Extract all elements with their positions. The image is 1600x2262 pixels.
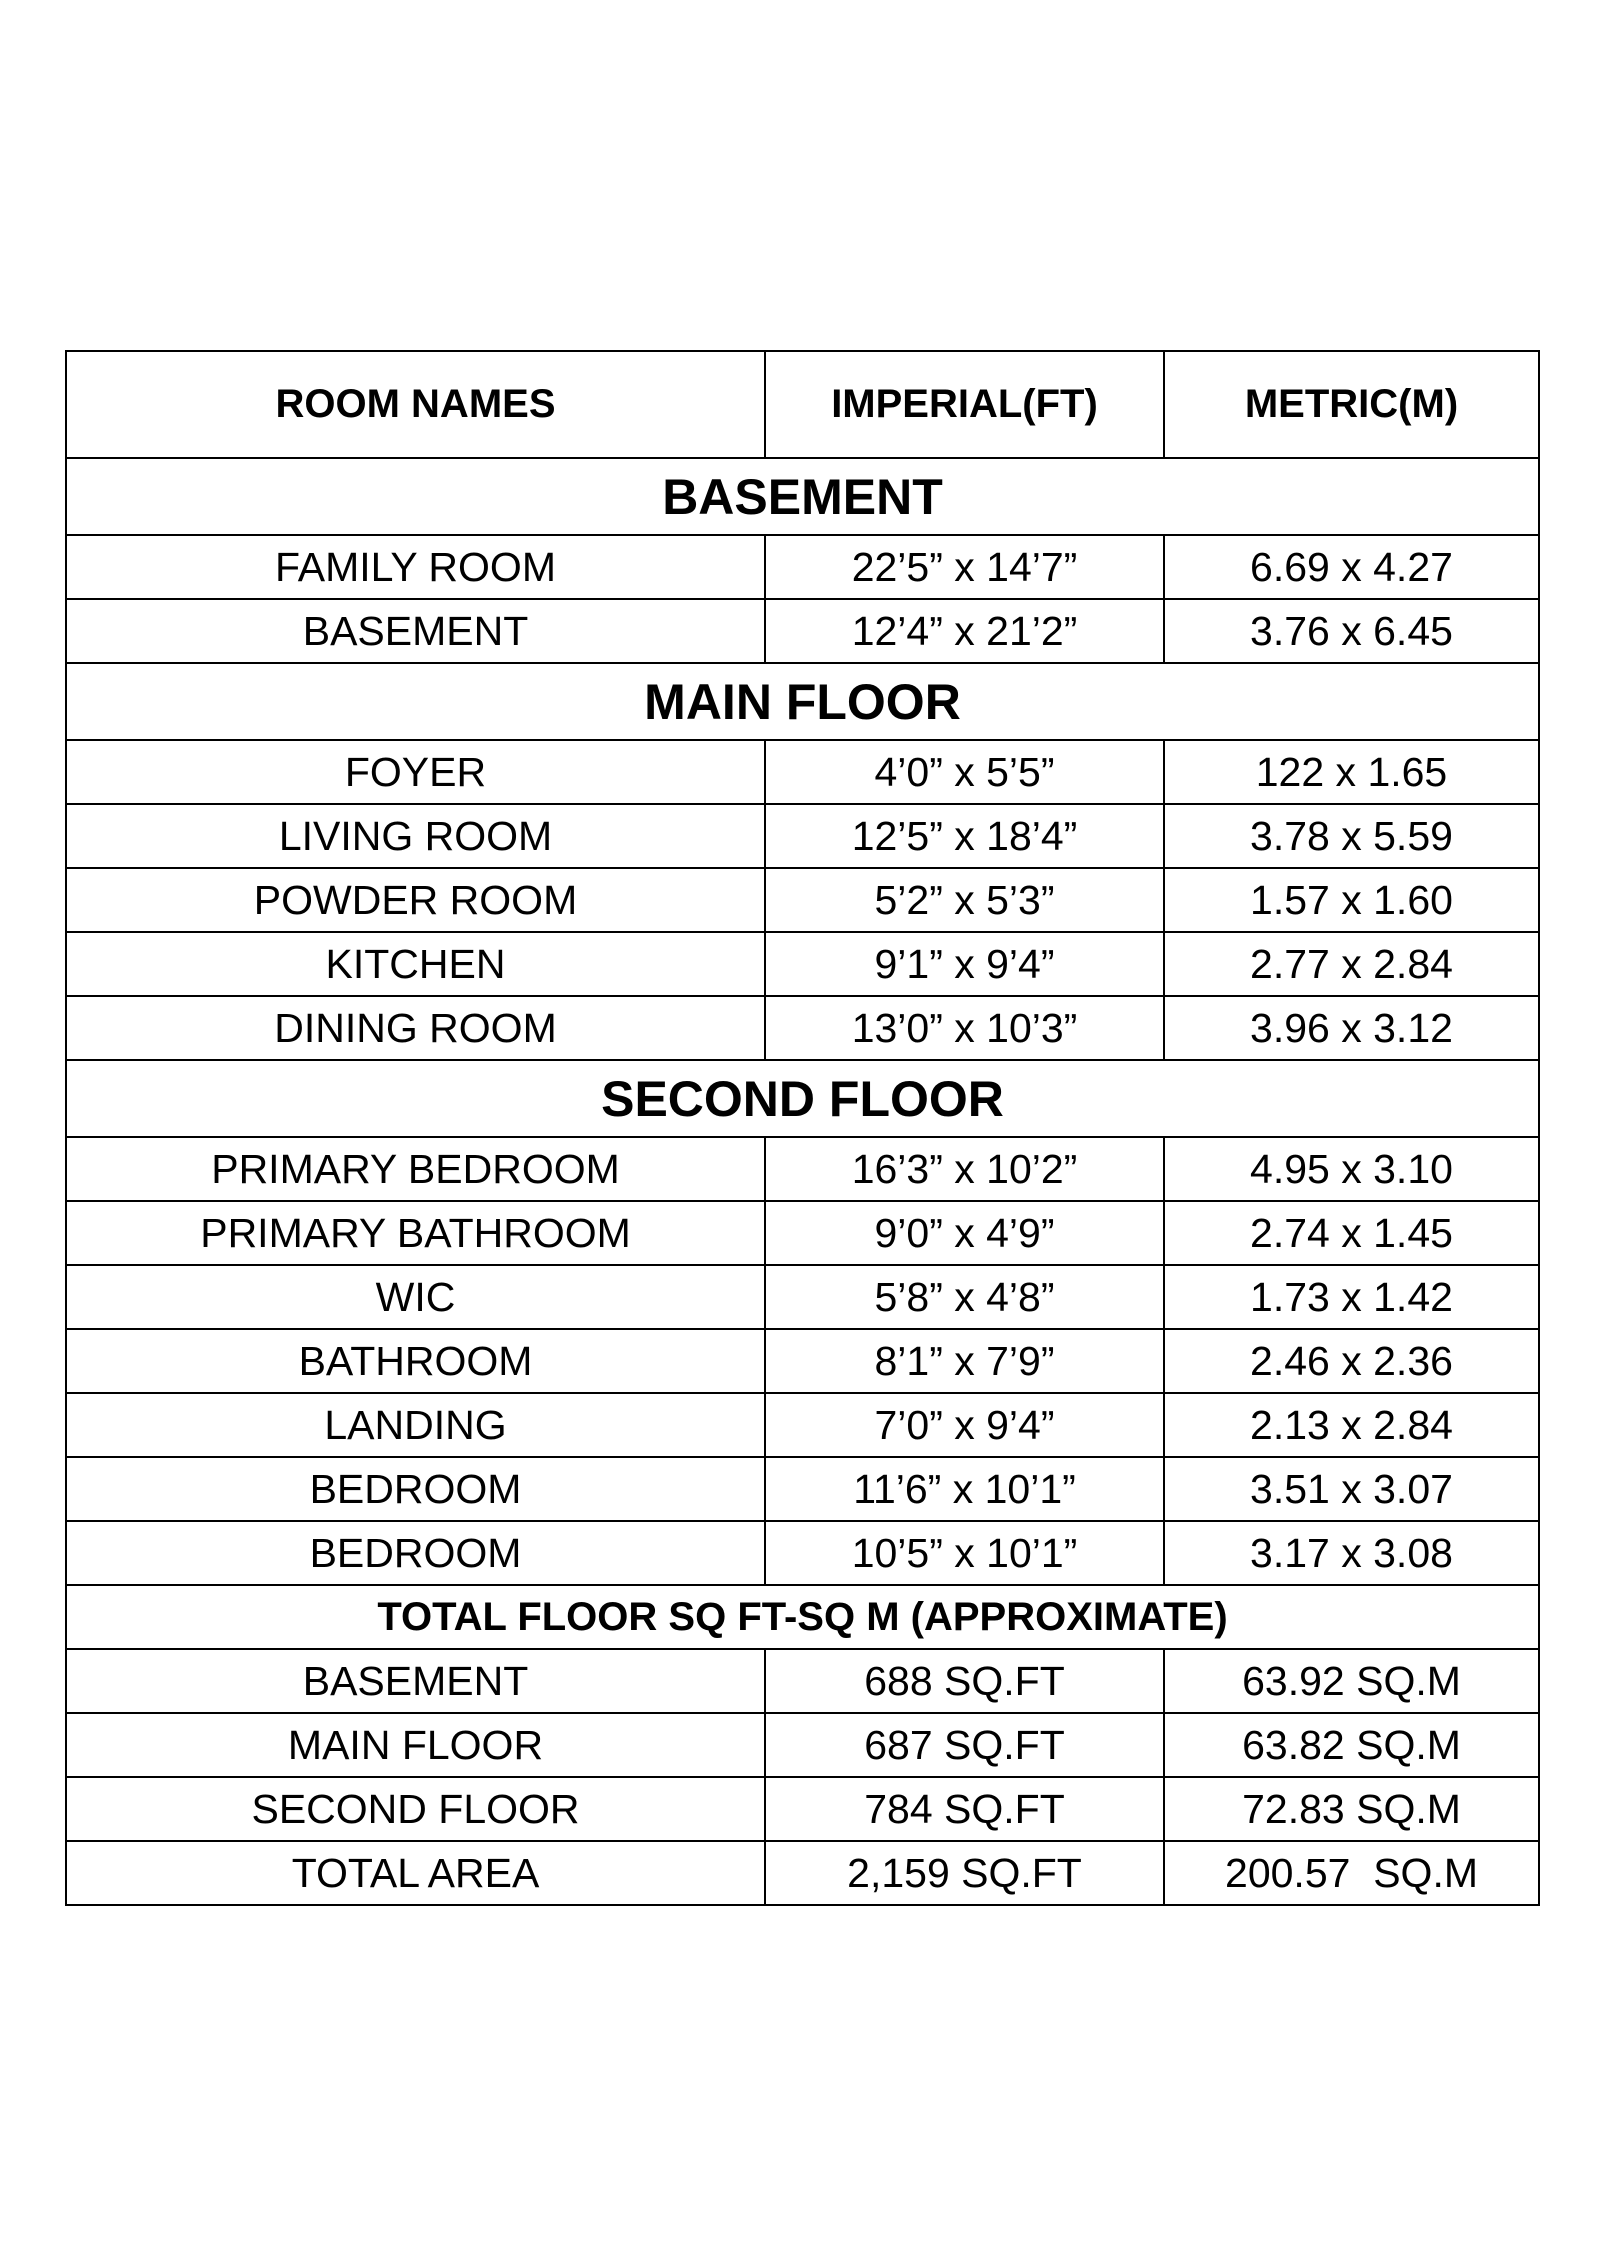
table-header-row — [66, 351, 1539, 458]
header-room-names: ROOM NAMES — [66, 351, 765, 458]
total-row — [66, 1777, 1539, 1841]
metric-cell: 2.13 x 2.84 — [1164, 1393, 1539, 1457]
section-title-main-floor: MAIN FLOOR — [66, 663, 1539, 740]
imperial-cell: 16’3” x 10’2” — [765, 1137, 1164, 1201]
total-sqft-cell: 687 SQ.FT — [765, 1713, 1164, 1777]
metric-cell: 3.17 x 3.08 — [1164, 1521, 1539, 1585]
total-floor-cell: MAIN FLOOR — [66, 1713, 765, 1777]
section-row-main-floor — [66, 663, 1539, 740]
imperial-cell: 4’0” x 5’5” — [765, 740, 1164, 804]
imperial-cell: 5’8” x 4’8” — [765, 1265, 1164, 1329]
total-sqm-cell: 200.57 SQ.M — [1164, 1841, 1539, 1905]
table-row — [66, 868, 1539, 932]
total-row — [66, 1649, 1539, 1713]
room-name-cell: PRIMARY BEDROOM — [66, 1137, 765, 1201]
room-name-cell: BASEMENT — [66, 599, 765, 663]
metric-cell: 3.51 x 3.07 — [1164, 1457, 1539, 1521]
imperial-cell: 13’0” x 10’3” — [765, 996, 1164, 1060]
imperial-cell: 12’5” x 18’4” — [765, 804, 1164, 868]
total-floor-cell: TOTAL AREA — [66, 1841, 765, 1905]
room-name-cell: LIVING ROOM — [66, 804, 765, 868]
total-floor-cell: BASEMENT — [66, 1649, 765, 1713]
metric-cell: 2.46 x 2.36 — [1164, 1329, 1539, 1393]
metric-cell: 1.73 x 1.42 — [1164, 1265, 1539, 1329]
metric-cell: 3.78 x 5.59 — [1164, 804, 1539, 868]
imperial-cell: 5’2” x 5’3” — [765, 868, 1164, 932]
section-row-basement — [66, 458, 1539, 535]
room-name-cell: BEDROOM — [66, 1457, 765, 1521]
imperial-cell: 9’0” x 4’9” — [765, 1201, 1164, 1265]
metric-cell: 4.95 x 3.10 — [1164, 1137, 1539, 1201]
section-title-second-floor: SECOND FLOOR — [66, 1060, 1539, 1137]
table-row — [66, 1393, 1539, 1457]
table-row — [66, 1521, 1539, 1585]
room-name-cell: PRIMARY BATHROOM — [66, 1201, 765, 1265]
room-name-cell: DINING ROOM — [66, 996, 765, 1060]
metric-cell: 2.77 x 2.84 — [1164, 932, 1539, 996]
table-row — [66, 599, 1539, 663]
total-sqm-cell: 72.83 SQ.M — [1164, 1777, 1539, 1841]
total-sqft-cell: 688 SQ.FT — [765, 1649, 1164, 1713]
header-metric: METRIC(M) — [1164, 351, 1539, 458]
imperial-cell: 22’5” x 14’7” — [765, 535, 1164, 599]
room-name-cell: POWDER ROOM — [66, 868, 765, 932]
table-row — [66, 1457, 1539, 1521]
table-row — [66, 1329, 1539, 1393]
section-row-totals — [66, 1585, 1539, 1649]
room-name-cell: LANDING — [66, 1393, 765, 1457]
total-row — [66, 1841, 1539, 1905]
imperial-cell: 9’1” x 9’4” — [765, 932, 1164, 996]
imperial-cell: 8’1” x 7’9” — [765, 1329, 1164, 1393]
room-name-cell: FOYER — [66, 740, 765, 804]
table-row — [66, 740, 1539, 804]
metric-cell: 122 x 1.65 — [1164, 740, 1539, 804]
table-row — [66, 996, 1539, 1060]
metric-cell: 3.76 x 6.45 — [1164, 599, 1539, 663]
imperial-cell: 7’0” x 9’4” — [765, 1393, 1164, 1457]
total-sqft-cell: 2,159 SQ.FT — [765, 1841, 1164, 1905]
room-name-cell: KITCHEN — [66, 932, 765, 996]
table-row — [66, 1137, 1539, 1201]
room-name-cell: WIC — [66, 1265, 765, 1329]
room-name-cell: BEDROOM — [66, 1521, 765, 1585]
section-title-totals: TOTAL FLOOR SQ FT-SQ M (APPROXIMATE) — [66, 1585, 1539, 1649]
imperial-cell: 11’6” x 10’1” — [765, 1457, 1164, 1521]
table-row — [66, 804, 1539, 868]
total-sqft-cell: 784 SQ.FT — [765, 1777, 1164, 1841]
metric-cell: 6.69 x 4.27 — [1164, 535, 1539, 599]
table-row — [66, 932, 1539, 996]
table-row — [66, 1201, 1539, 1265]
section-row-second-floor — [66, 1060, 1539, 1137]
room-name-cell: BATHROOM — [66, 1329, 765, 1393]
metric-cell: 1.57 x 1.60 — [1164, 868, 1539, 932]
imperial-cell: 10’5” x 10’1” — [765, 1521, 1164, 1585]
room-name-cell: FAMILY ROOM — [66, 535, 765, 599]
total-sqm-cell: 63.92 SQ.M — [1164, 1649, 1539, 1713]
imperial-cell: 12’4” x 21’2” — [765, 599, 1164, 663]
metric-cell: 3.96 x 3.12 — [1164, 996, 1539, 1060]
table-row — [66, 535, 1539, 599]
header-imperial: IMPERIAL(FT) — [765, 351, 1164, 458]
room-dimensions-table — [65, 350, 1540, 1906]
section-title-basement: BASEMENT — [66, 458, 1539, 535]
total-row — [66, 1713, 1539, 1777]
table-row — [66, 1265, 1539, 1329]
total-floor-cell: SECOND FLOOR — [66, 1777, 765, 1841]
total-sqm-cell: 63.82 SQ.M — [1164, 1713, 1539, 1777]
metric-cell: 2.74 x 1.45 — [1164, 1201, 1539, 1265]
